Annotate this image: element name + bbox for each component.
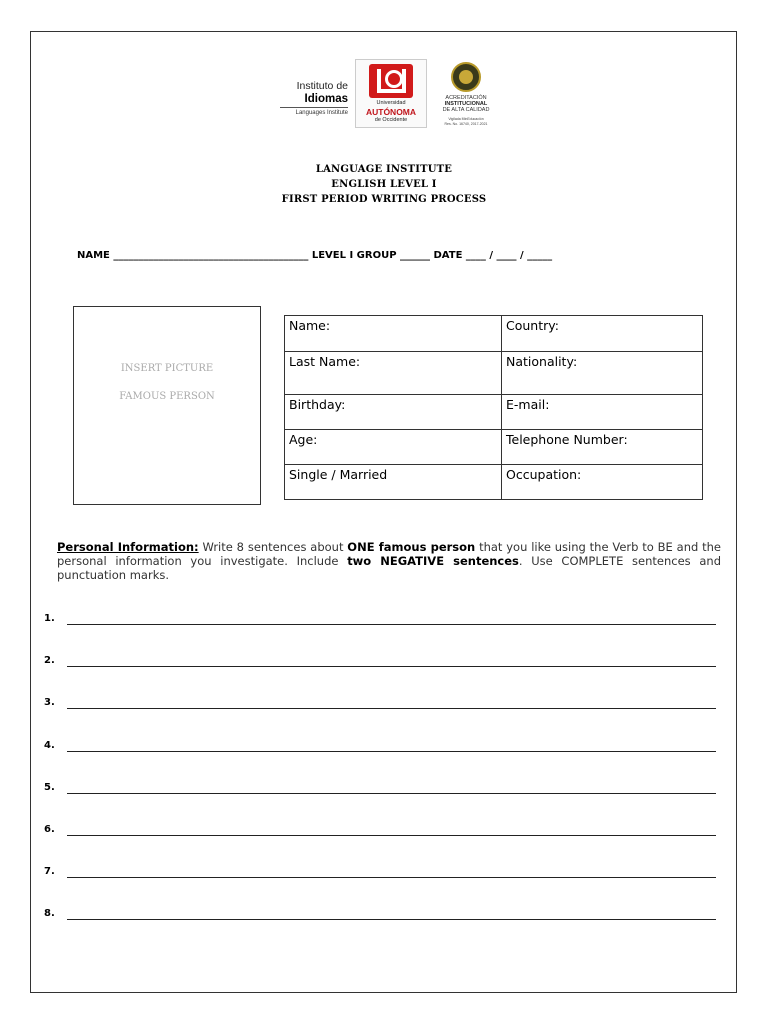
answer-line-2[interactable] <box>44 655 716 669</box>
field-nationality[interactable]: Nationality: <box>502 352 703 395</box>
answer-rule <box>67 666 716 667</box>
accreditation-seal-icon <box>451 62 481 92</box>
line-number: 4. <box>44 740 55 751</box>
field-marital-status[interactable]: Single / Married <box>285 465 502 500</box>
instituto-idiomas-logo <box>280 80 348 126</box>
answer-line-4[interactable] <box>44 740 716 754</box>
universidad-autonoma-logo <box>355 59 427 128</box>
heading-institute: LANGUAGE INSTITUTE <box>315 164 453 175</box>
answer-line-7[interactable] <box>44 866 716 880</box>
answer-rule <box>67 624 716 625</box>
table-row <box>285 465 703 500</box>
name-group-date-line[interactable]: NAME _______________________________________ LEVEL I GROUP ______ DATE ____ / ____ / _____ <box>77 250 553 261</box>
instructions-bold-2: two NEGATIVE sentences <box>347 554 519 568</box>
field-email[interactable]: E-mail: <box>502 395 703 430</box>
field-telephone[interactable]: Telephone Number: <box>502 430 703 465</box>
field-age[interactable]: Age: <box>285 430 502 465</box>
instructions-text-2: that you like using the Verb to BE and the personal information you investigate. Include <box>57 540 721 568</box>
logo-idiomas-line2: Idiomas <box>280 92 348 108</box>
line-number: 8. <box>44 908 55 919</box>
logo-uao-line2: AUTÓNOMA <box>365 107 417 117</box>
answer-line-5[interactable] <box>44 782 716 796</box>
answer-rule <box>67 835 716 836</box>
acreditacion-logo <box>436 62 496 132</box>
line-number: 6. <box>44 824 55 835</box>
table-row <box>285 352 703 395</box>
logo-acred-line3: DE ALTA CALIDAD <box>442 107 490 113</box>
answer-rule <box>67 919 716 920</box>
table-row <box>285 395 703 430</box>
instructions-text-1: Write 8 sentences about <box>198 540 348 554</box>
line-number: 3. <box>44 697 55 708</box>
logo-acred-line5: Res. No. 16740, 2017-2021 <box>444 122 488 126</box>
line-number: 2. <box>44 655 55 666</box>
famous-person-picture-box[interactable] <box>73 306 261 505</box>
answer-rule <box>67 708 716 709</box>
logo-uao-line1: Universidad <box>376 100 406 106</box>
answer-line-1[interactable] <box>44 613 716 627</box>
uao-emblem-icon <box>369 64 413 98</box>
field-last-name[interactable]: Last Name: <box>285 352 502 395</box>
answer-line-6[interactable] <box>44 824 716 838</box>
field-name[interactable]: Name: <box>285 316 502 352</box>
logo-idiomas-line1: Instituto de <box>296 80 348 92</box>
picture-box-line2: FAMOUS PERSON <box>119 391 215 402</box>
answer-line-3[interactable] <box>44 697 716 711</box>
page-border <box>30 31 737 993</box>
answer-line-8[interactable] <box>44 908 716 922</box>
field-birthday[interactable]: Birthday: <box>285 395 502 430</box>
instructions-paragraph <box>57 540 721 582</box>
picture-box-line1: INSERT PICTURE <box>120 363 214 374</box>
heading-level: ENGLISH LEVEL I <box>331 179 437 190</box>
instructions-text-3: . Use COMPLETE sentences and punctuation marks. <box>57 554 721 582</box>
logo-acred-line1: ACREDITACIÓN <box>445 95 487 101</box>
line-number: 7. <box>44 866 55 877</box>
line-number: 1. <box>44 613 55 624</box>
line-number: 5. <box>44 782 55 793</box>
field-country[interactable]: Country: <box>502 316 703 352</box>
answer-rule <box>67 793 716 794</box>
table-row <box>285 316 703 352</box>
personal-info-table <box>284 315 703 500</box>
instructions-bold-1: ONE famous person <box>347 540 476 554</box>
table-row <box>285 430 703 465</box>
answer-rule <box>67 751 716 752</box>
logo-acred-line4: Vigilada MinEducación <box>448 117 484 121</box>
answer-rule <box>67 877 716 878</box>
logo-idiomas-line3: Languages Institute <box>295 110 348 116</box>
logo-uao-line3: de Occidente <box>374 117 408 123</box>
instructions-label: Personal Information: <box>57 540 199 554</box>
heading-process: FIRST PERIOD WRITING PROCESS <box>281 194 487 205</box>
logo-acred-line2: INSTITUCIONAL <box>444 101 488 107</box>
field-occupation[interactable]: Occupation: <box>502 465 703 500</box>
